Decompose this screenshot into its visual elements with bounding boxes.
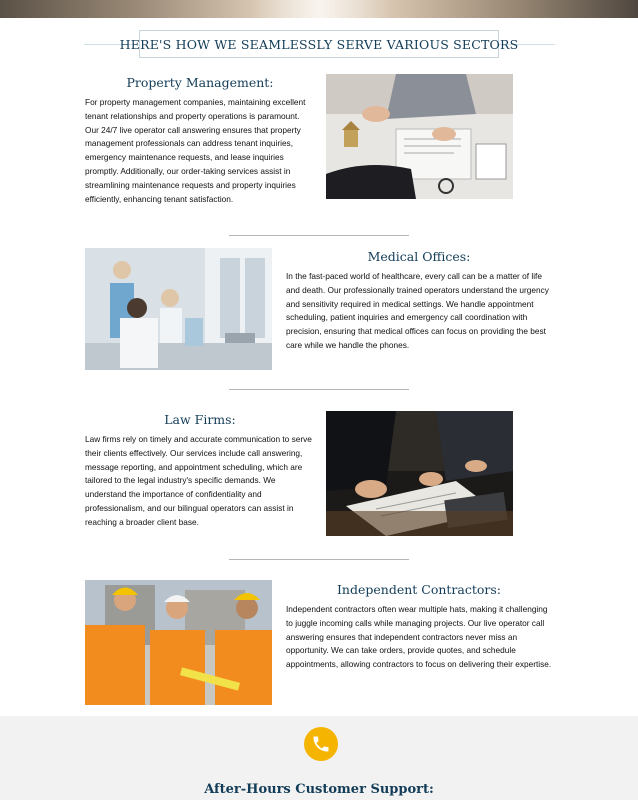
section-divider: [229, 559, 409, 560]
property-management-photo: [326, 74, 513, 199]
section-divider: [229, 235, 409, 236]
hero-image: [0, 0, 638, 18]
section-body-property-management: For property management companies, maintaining excellent tenant relationships and property operations is paramount. Our 24/7 live operator call answering ensures that property management professionals can address tenant inquiries, emergency maintenance requests, and lease inquiries promptly. Additionally, our order-taking services assist in streamlining maintenance requests and property inquiries efficiently, enhancing tenant satisfaction.: [85, 97, 306, 204]
section-title-independent-contractors: Independent Contractors:: [336, 582, 502, 597]
medical-offices-photo: [85, 248, 272, 370]
independent-contractors-photo: [85, 580, 272, 705]
section-body-law-firms: Law firms rely on timely and accurate communication to serve their clients effectively. Our services include call answering, message reporting, and appointment scheduling, which are tailored to the legal industry's specific demands. We understand the importance of confidentiality and professionalism, and our bilingual operators can assist in reaching a broader client base.: [85, 434, 312, 527]
sectors-heading-text: HERE'S HOW WE SEAMLESSLY SERVE VARIOUS SECTORS: [119, 36, 519, 52]
section-body-independent-contractors: Independent contractors often wear multiple hats, making it challenging to juggle incoming calls while managing projects. Our live operator call answering ensures that independent contractors never miss an opportunity. We can take orders, provide quotes, and schedule appointments, allowing contractors to focus on delivering their expertise.: [286, 604, 552, 670]
section-divider: [229, 389, 409, 390]
law-firms-photo: [326, 411, 513, 536]
section-body-medical-offices: In the fast-paced world of healthcare, every call can be a matter of life and death. Our professionally trained operators understand the urgency and sensitivity required in medical settings. We handle appointment scheduling, patient inquiries and emergency call coordination with precision, ensuring that medical offices can focus on providing the best care while we handle the phones.: [286, 271, 549, 350]
sectors-heading: [119, 30, 519, 58]
section-title-medical-offices: Medical Offices:: [367, 249, 471, 264]
phone-icon: [304, 727, 338, 761]
section-title-property-management: Property Management:: [126, 75, 274, 90]
section-title-law-firms: Law Firms:: [164, 412, 236, 427]
after-hours-title: After-Hours Customer Support:: [204, 782, 434, 797]
